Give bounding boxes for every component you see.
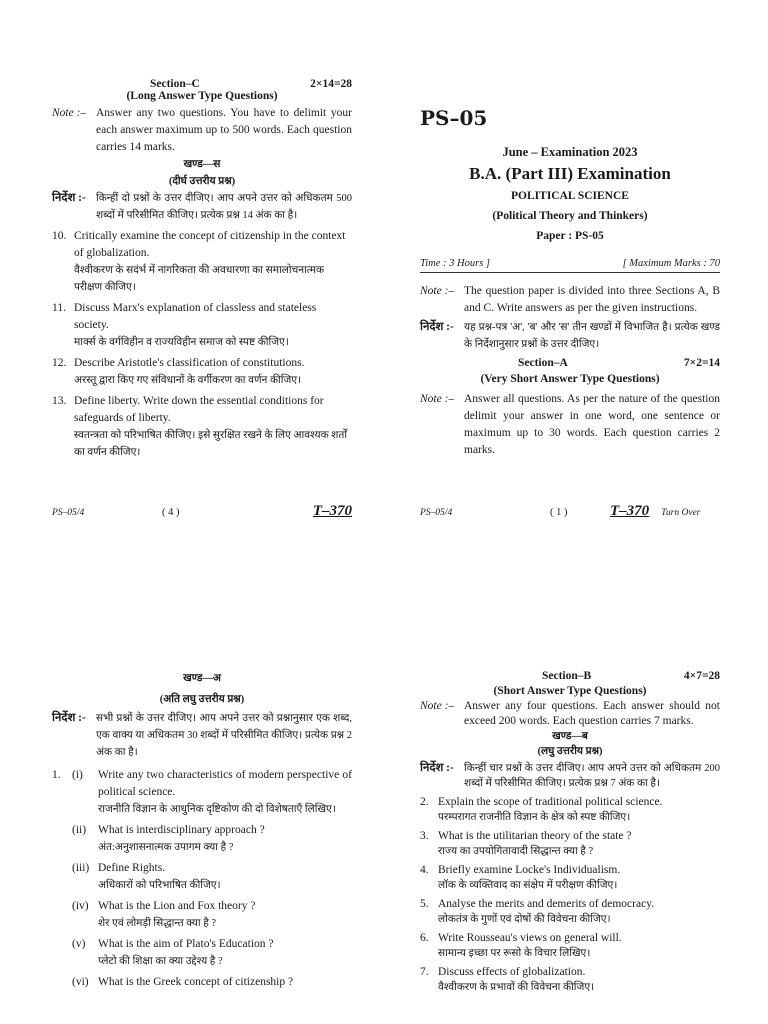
question-item: [420, 965, 720, 995]
footer-page-number: ( 4 ): [162, 507, 180, 518]
question-text-hindi: वैश्वीकरण के प्रभावों की विवेचना कीजिए।: [438, 982, 595, 993]
question-item: [52, 822, 352, 856]
subject: POLITICAL SCIENCE: [511, 190, 629, 202]
note-label: Note :–: [420, 393, 455, 405]
question-item: [52, 974, 352, 991]
question-number: 12.: [52, 357, 67, 369]
question-text: Write any two characteristics of modern perspective of political science.: [98, 769, 352, 798]
paper-code: PS–05: [420, 106, 488, 130]
question-text: Write Rousseau's views on general will.: [438, 932, 622, 944]
hindi-section-subtitle: (दीर्घ उत्तरीय प्रश्न): [168, 176, 236, 187]
hindi-general-note: [420, 319, 720, 353]
question-number: 1.: [52, 769, 61, 781]
question-text: Briefly examine Locke's Individualism.: [438, 864, 621, 876]
page-4: [0, 0, 384, 540]
footer-tcode: T–370: [312, 503, 352, 519]
question-list: [420, 795, 720, 995]
hindi-note-label: निर्देश :-: [52, 192, 86, 204]
section-b-title: Section–B: [542, 670, 592, 682]
section-c-marks: 2×14=28: [310, 78, 352, 90]
note-text: Answer any two questions. You have to delimit your each answer maximum up to 500 words. Each question carries 14 marks.: [96, 107, 352, 153]
question-text: What is the Lion and Fox theory ?: [98, 900, 256, 912]
question-text-hindi: राज्य का उपयोगितावादी सिद्धान्त क्या है ?: [438, 846, 594, 857]
paper-label: Paper : PS-05: [536, 230, 604, 242]
question-text: Discuss Marx's explanation of classless and stateless society.: [74, 302, 317, 331]
hindi-note-label: निर्देश :-: [52, 712, 86, 724]
section-a-marks: 7×2=14: [683, 357, 720, 369]
section-b-marks: 4×7=28: [683, 670, 720, 682]
question-text-hindi: अरस्तू द्वारा किए गए संविधानों के वर्गीकरण का वर्णन कीजिए।: [74, 375, 302, 386]
question-number: 11.: [52, 302, 66, 314]
footer-code: PS–05/4: [52, 508, 85, 518]
hindi-note: [52, 710, 352, 761]
question-text-hindi: अधिकारों को परिभाषित कीजिए।: [98, 880, 221, 891]
sub-question-number: (iv): [72, 900, 89, 912]
exam-title: B.A. (Part III) Examination: [469, 164, 671, 183]
question-number: 13.: [52, 395, 67, 407]
section-b-header: [420, 670, 720, 682]
question-text-hindi: राजनीति विज्ञान के आधुनिक दृष्टिकोण की दो विशेषताएँ लिखिए।: [98, 804, 336, 815]
question-item: [420, 863, 720, 893]
question-text: Analyse the merits and demerits of democracy.: [438, 898, 655, 910]
note-label: Note :–: [420, 285, 455, 297]
question-text-hindi: लोकतंत्र के गुणों एवं दोषों की विवेचना कीजिए।: [438, 914, 611, 925]
sub-question-number: (v): [72, 938, 86, 950]
question-item: [52, 393, 352, 461]
footer-tcode: T–370: [610, 503, 650, 519]
question-item: [52, 228, 352, 296]
note-text: Answer all questions. As per the nature of the question delimit your answer in one word, one sentence or maximum up to 30 words. Each question carries 2 marks.: [464, 393, 720, 456]
note-label: Note :–: [420, 700, 455, 712]
note-text: Answer any four questions. Each answer should not exceed 200 words. Each question carries 7 marks.: [464, 700, 720, 727]
question-text-hindi: अंत:अनुशासनात्मक उपागम क्या है ?: [98, 842, 234, 853]
question-text-hindi: वैश्वीकरण के सदंर्भ में नागरिकता की अवधारणा का समालोचनात्मक परीक्षण कीजिए।: [74, 265, 325, 293]
hindi-note-text: किन्हीं चार प्रश्नों के उत्तर दीजिए। आप अपने उत्तर को अधिकतम 200 शब्दों में परिसीमित कीजिए। प्रत्येक प्रश्न 7 अंक का है।: [464, 763, 720, 789]
hindi-note-text: यह प्रश्न-पत्र 'अ', 'ब' और 'स' तीन खण्डों में विभाजित है। प्रत्येक खण्ड के निर्देशानुसार प्रश्नों के उत्तर दीजिए।: [464, 322, 720, 350]
page-footer: [420, 503, 720, 520]
hindi-section-subtitle: (अति लघु उत्तरीय प्रश्न): [159, 694, 245, 705]
hindi-section-subtitle: (लघु उत्तरीय प्रश्न): [537, 746, 603, 757]
question-text: What is the aim of Plato's Education ?: [98, 938, 274, 950]
hindi-note: [420, 761, 720, 791]
question-item: [52, 355, 352, 389]
question-text: Critically examine the concept of citizenship in the context of globalization.: [74, 230, 346, 259]
section-c-note: [52, 105, 352, 156]
section-b-subtitle: (Short Answer Type Questions): [493, 685, 647, 697]
page-2: [0, 540, 384, 1024]
section-a-header: [420, 357, 720, 369]
section-a-subtitle: (Very Short Answer Type Questions): [480, 373, 660, 385]
question-text-hindi: परम्परागत राजनीति विज्ञान के क्षेत्र को स्पष्ट कीजिए।: [438, 812, 631, 823]
section-a-note: [420, 391, 720, 459]
exam-session: June – Examination 2023: [502, 145, 638, 159]
question-text-hindi: शेर एवं लोमड़ी सिद्धान्त क्या है ?: [98, 918, 217, 929]
note-text: The question paper is divided into three Sections A, B and C. Write answers as per the given instructions.: [464, 285, 720, 314]
general-note: [420, 283, 720, 317]
page-footer: [52, 503, 352, 520]
sub-question-number: (ii): [72, 824, 87, 836]
question-item: [420, 795, 720, 825]
question-item: [52, 767, 352, 818]
footer-page-number: ( 1 ): [550, 507, 568, 518]
question-number: 2.: [420, 796, 429, 808]
time-allowed: Time : 3 Hours ]: [420, 258, 491, 269]
section-c-subtitle: (Long Answer Type Questions): [126, 90, 278, 102]
hindi-note-text: किन्हीं दो प्रश्नों के उत्तर दीजिए। आप अपने उत्तर को अधिकतम 500 शब्दों में परिसीमित कीजिए। प्रत्येक प्रश्न 14 अंक का है।: [96, 193, 352, 221]
hindi-note-label: निर्देश :-: [420, 762, 454, 774]
question-number: 4.: [420, 864, 429, 876]
question-list: [52, 228, 352, 461]
section-a-title: Section–A: [518, 357, 568, 369]
question-number: 7.: [420, 966, 429, 978]
question-number: 6.: [420, 932, 429, 944]
question-text: What is the Greek concept of citizenship ?: [98, 976, 294, 988]
question-number: 5.: [420, 898, 429, 910]
sub-question-number: (i): [72, 769, 83, 781]
question-item: [52, 300, 352, 351]
question-item: [52, 898, 352, 932]
hindi-note-label: निर्देश :-: [420, 321, 454, 333]
hindi-section-heading: खण्ड—अ: [183, 673, 221, 684]
sub-question-number: (vi): [72, 976, 89, 988]
question-text: Discuss effects of globalization.: [438, 966, 586, 978]
section-c-title: Section–C: [150, 78, 200, 90]
paper-title: (Political Theory and Thinkers): [492, 210, 648, 222]
question-item: [420, 829, 720, 859]
question-text-hindi: लॉक के व्यक्तिवाद का संक्षेप में परीक्षण कीजिए।: [438, 880, 618, 891]
footer-turn-over: Turn Over: [661, 508, 701, 518]
section-b-note: [420, 699, 720, 729]
maximum-marks: [ Maximum Marks : 70: [622, 258, 720, 269]
question-text: Explain the scope of traditional political science.: [438, 796, 663, 808]
sub-question-number: (iii): [72, 862, 90, 874]
question-item: [52, 936, 352, 970]
footer-code: PS–05/4: [420, 508, 453, 518]
page-1: [384, 0, 768, 540]
question-text-hindi: प्लेटो की शिक्षा का क्या उद्देश्य है ?: [98, 956, 223, 967]
question-text-hindi: सामान्य इच्छा पर रूसो के विचार लिखिए।: [438, 948, 591, 959]
question-item: [420, 931, 720, 961]
question-text-hindi: स्वतन्त्रता को परिभाषित कीजिए। इसे सुरक्षित रखने के लिए आवश्यक शर्तों का वर्णन कीजिए।: [74, 430, 348, 458]
question-item: [52, 860, 352, 894]
question-item: [420, 897, 720, 927]
time-marks-row: [420, 258, 720, 273]
question-text-hindi: मार्क्स के वर्गविहीन व राज्यविहीन समाज को स्पष्ट कीजिए।: [74, 337, 289, 348]
question-text: What is interdisciplinary approach ?: [98, 824, 265, 836]
question-text: Define liberty. Write down the essential conditions for safeguards of liberty.: [74, 395, 324, 424]
question-text: What is the utilitarian theory of the state ?: [438, 830, 632, 842]
question-text: Describe Aristotle's classification of constitutions.: [74, 357, 305, 369]
question-text: Define Rights.: [98, 862, 166, 874]
question-number: 3.: [420, 830, 429, 842]
hindi-section-heading: खण्ड—ब: [552, 731, 588, 742]
hindi-section-heading: खण्ड—स: [183, 159, 221, 170]
section-c-header: [52, 78, 352, 90]
hindi-note: [52, 190, 352, 224]
hindi-note-text: सभी प्रश्नों के उत्तर दीजिए। आप अपने उत्तर को प्रश्नानुसार एक शब्द, एक वाक्य या अधिकतम 30 शब्दों में परिसीमित कीजिए। प्रत्येक प्रश्न 2 अंक का है।: [96, 713, 352, 758]
page-3: [384, 540, 768, 1024]
question-number: 10.: [52, 230, 67, 242]
note-label: Note :–: [52, 107, 87, 119]
